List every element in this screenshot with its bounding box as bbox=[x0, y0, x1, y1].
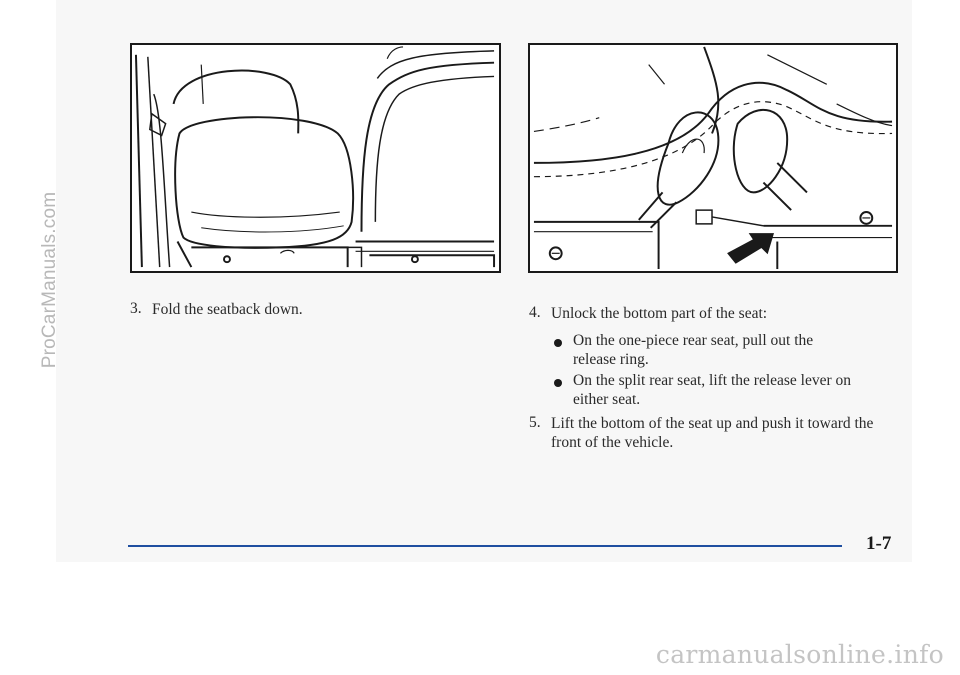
step-5-line-2: front of the vehicle. bbox=[551, 434, 674, 451]
step-3-number: 3. bbox=[130, 300, 142, 317]
bullet-1-line-2: release ring. bbox=[573, 351, 649, 368]
step-4-number: 4. bbox=[529, 304, 541, 321]
side-watermark: ProCarManuals.com bbox=[39, 191, 60, 369]
bullet-dot-icon bbox=[554, 379, 562, 387]
page-number: 1-7 bbox=[866, 533, 892, 554]
folded-seatback-illustration bbox=[130, 43, 501, 273]
step-3-text: Fold the seatback down. bbox=[152, 301, 303, 318]
footer-rule bbox=[128, 545, 842, 547]
bottom-watermark: carmanualsonline.info bbox=[655, 640, 944, 669]
seat-release-illustration bbox=[528, 43, 898, 273]
bullet-1-line-1: On the one-piece rear seat, pull out the bbox=[573, 332, 814, 349]
bullet-2-line-2: either seat. bbox=[573, 391, 641, 408]
step-5-number: 5. bbox=[529, 414, 541, 431]
step-4-text: Unlock the bottom part of the seat: bbox=[551, 305, 768, 322]
bullet-2-line-1: On the split rear seat, lift the release lever on bbox=[573, 372, 852, 389]
bullet-dot-icon bbox=[554, 339, 562, 347]
step-5-line-1: Lift the bottom of the seat up and push it toward the bbox=[551, 415, 874, 432]
